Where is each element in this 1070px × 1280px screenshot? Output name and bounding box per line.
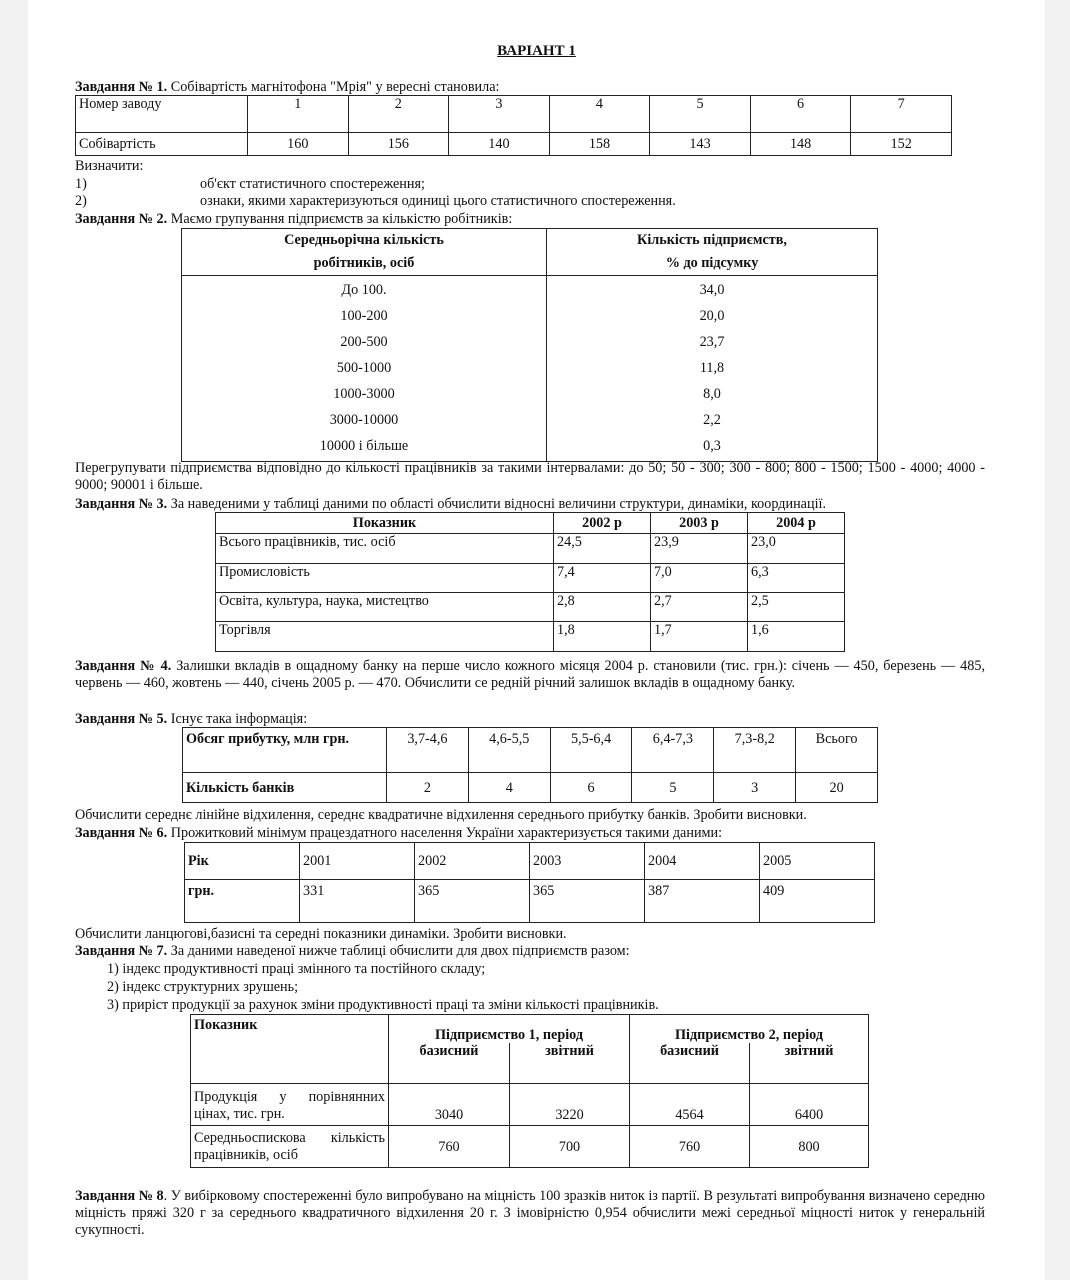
task1-plant-cell: 6 bbox=[750, 96, 851, 133]
task6-row-values bbox=[185, 880, 875, 923]
task7-item bbox=[107, 961, 485, 978]
task7-header-indicator: Показник bbox=[191, 1015, 389, 1084]
task5-row1-header: Обсяг прибутку, млн грн. bbox=[183, 728, 387, 773]
task2-col2-header-line: Кількість підприємств, bbox=[637, 232, 787, 248]
task5-table bbox=[182, 727, 878, 803]
task3-row-name: Всього працівників, тис. осіб bbox=[216, 534, 554, 564]
task5-count-cell: 2 bbox=[387, 773, 469, 803]
task6-value-cell: 331 bbox=[300, 880, 415, 923]
task7-cell: 4564 bbox=[630, 1084, 750, 1126]
task7-item-num: 3) bbox=[107, 997, 119, 1013]
task5-count-cell: 6 bbox=[550, 773, 632, 803]
task7-text: За даними наведеної нижче таблиці обчислити для двох підприємств разом: bbox=[170, 943, 630, 959]
task4-label: Завдання № 4. bbox=[75, 658, 172, 674]
task7-item bbox=[107, 997, 659, 1014]
task3-row-name: Торгівля bbox=[216, 622, 554, 652]
task2-pct: 23,7 bbox=[699, 334, 725, 350]
task3-cell: 7,4 bbox=[554, 564, 651, 593]
task2-col2-header-line: % до підсумку bbox=[665, 255, 759, 271]
task2-col1-header bbox=[182, 229, 547, 276]
task2-group: 500-1000 bbox=[336, 360, 392, 376]
task7-row-name-word: Продукція bbox=[194, 1089, 258, 1105]
task7-row-name-line: працівників, осіб bbox=[194, 1146, 298, 1163]
task1-label: Завдання № 1. bbox=[75, 79, 168, 95]
task2-header-row bbox=[182, 229, 878, 276]
task6-row1-header: Рік bbox=[185, 843, 300, 880]
task5-heading bbox=[75, 711, 307, 728]
task7-item-text: індекс продуктивності праці змінного та постійного складу; bbox=[122, 961, 486, 977]
task1-plant-cell: 3 bbox=[449, 96, 550, 133]
task3-cell: 1,7 bbox=[651, 622, 748, 652]
task7-table bbox=[190, 1014, 869, 1168]
task3-row bbox=[216, 593, 845, 622]
task3-cell: 1,8 bbox=[554, 622, 651, 652]
task2-text: Маємо групування підприємств за кількістю робітників: bbox=[170, 211, 513, 227]
task3-cell: 2,8 bbox=[554, 593, 651, 622]
task3-row-name: Освіта, культура, наука, мистецтво bbox=[216, 593, 554, 622]
task2-label: Завдання № 2. bbox=[75, 211, 168, 227]
task1-table bbox=[75, 95, 952, 156]
task6-year-cell: 2005 bbox=[760, 843, 875, 880]
task3-table bbox=[215, 512, 845, 652]
task3-label: Завдання № 3. bbox=[75, 496, 168, 512]
task5-interval-cell: 7,3-8,2 bbox=[714, 728, 796, 773]
task8-text: . У вибірковому спостереженні було випробувано на міцність 100 зразків ниток із партії. В результаті випробування визначено середню міцність пряжі 320 г за середнього квадратичного відхилення 20 г. З імовірністю 0,954 обчислити межі середньої міцності ниток у генеральній сукупності. bbox=[75, 1188, 985, 1238]
task5-interval-cell: 3,7-4,6 bbox=[387, 728, 469, 773]
task6-instruction: Обчислити ланцюгові,базисні та середні показники динаміки. Зробити висновки. bbox=[75, 926, 567, 942]
task6-value-cell: 365 bbox=[415, 880, 530, 923]
task7-row-name-word: кількість bbox=[330, 1129, 385, 1146]
task1-cost-cell: 156 bbox=[348, 133, 449, 156]
task3-cell: 7,0 bbox=[651, 564, 748, 593]
page-title: ВАРІАНТ 1 bbox=[497, 43, 576, 59]
task3-header-year: 2002 р bbox=[554, 513, 651, 534]
task8-label: Завдання № 8 bbox=[75, 1188, 164, 1204]
task1-determine: Визначити: bbox=[75, 158, 144, 174]
task1-plant-cell: 4 bbox=[549, 96, 650, 133]
task1-plant-cell: 5 bbox=[650, 96, 751, 133]
task6-row2-header: грн. bbox=[185, 880, 300, 923]
task5-interval-cell: Всього bbox=[796, 728, 878, 773]
task7-header-report: звітний bbox=[750, 1043, 869, 1084]
task6-text: Прожитковий мінімум працездатного населення України характеризується такими даними: bbox=[170, 825, 723, 841]
task6-year-cell: 2003 bbox=[530, 843, 645, 880]
task2-heading bbox=[75, 211, 512, 228]
task1-row-cost bbox=[76, 133, 952, 156]
task2-pct: 20,0 bbox=[699, 308, 725, 324]
task7-label: Завдання № 7. bbox=[75, 943, 168, 959]
task6-year-cell: 2004 bbox=[645, 843, 760, 880]
task5-row2-header: Кількість банків bbox=[183, 773, 387, 803]
task7-row bbox=[191, 1084, 869, 1126]
task3-header-indicator: Показник bbox=[216, 513, 554, 534]
task2-pct: 11,8 bbox=[699, 360, 725, 376]
task3-cell: 2,5 bbox=[748, 593, 845, 622]
task5-interval-cell: 6,4-7,3 bbox=[632, 728, 714, 773]
task2-group: 1000-3000 bbox=[333, 386, 395, 402]
task3-cell: 1,6 bbox=[748, 622, 845, 652]
task7-header-report: звітний bbox=[510, 1043, 630, 1084]
task5-count-cell: 4 bbox=[468, 773, 550, 803]
task6-table bbox=[184, 842, 875, 923]
task7-row-name-line bbox=[194, 1089, 385, 1106]
task7-header-base: базисний bbox=[389, 1043, 510, 1084]
task2-instruction: Перегрупувати підприємства відповідно до кількості працівників за такими інтервалами: до 50; 50 - 300; 300 - 800; 800 - 1500; 1500 - 4000; 4000 - 9000; 90001 і більше. bbox=[75, 460, 985, 493]
task2-pct: 34,0 bbox=[699, 282, 725, 298]
document-page bbox=[28, 0, 1045, 1280]
task1-text: Собівартість магнітофона "Мрія" у вересні становила: bbox=[170, 79, 500, 95]
task7-cell: 760 bbox=[389, 1126, 510, 1168]
task1-item-num: 1) bbox=[75, 176, 87, 192]
task7-item bbox=[107, 979, 298, 996]
task1-item-text: ознаки, якими характеризуються одиниці цього статистичного спостереження. bbox=[200, 193, 676, 209]
task6-year-cell: 2001 bbox=[300, 843, 415, 880]
task2-col1-header-line: робітників, осіб bbox=[313, 255, 415, 271]
task5-instruction: Обчислити середнє лінійне відхилення, середнє квадратичне відхилення середнього прибутку банків. Зробити висновки. bbox=[75, 807, 807, 823]
task3-header-row bbox=[216, 513, 845, 534]
task7-item-num: 2) bbox=[107, 979, 119, 995]
task1-plant-cell: 7 bbox=[851, 96, 952, 133]
task3-cell: 2,7 bbox=[651, 593, 748, 622]
task1-item-num: 2) bbox=[75, 193, 87, 209]
task2-pct-cell bbox=[547, 276, 878, 462]
task7-cell: 6400 bbox=[750, 1084, 869, 1126]
task1-row2-header: Собівартість bbox=[76, 133, 248, 156]
task7-header-enterprise2: Підприємство 2, період bbox=[630, 1015, 869, 1043]
task5-count-cell: 3 bbox=[714, 773, 796, 803]
task7-row-name bbox=[191, 1084, 389, 1126]
task1-plant-cell: 2 bbox=[348, 96, 449, 133]
task7-row-name-word: у bbox=[279, 1089, 287, 1105]
task3-row bbox=[216, 564, 845, 593]
task6-year-cell: 2002 bbox=[415, 843, 530, 880]
task6-value-cell: 409 bbox=[760, 880, 875, 923]
task7-cell: 800 bbox=[750, 1126, 869, 1168]
task1-item-text: об'єкт статистичного спостереження; bbox=[200, 176, 425, 192]
task3-row-name: Промисловість bbox=[216, 564, 554, 593]
task6-row-years bbox=[185, 843, 875, 880]
task7-row bbox=[191, 1126, 869, 1168]
task7-item-text: індекс структурних зрушень; bbox=[122, 979, 299, 995]
task2-group: 10000 і більше bbox=[319, 438, 409, 454]
task2-body-row bbox=[182, 276, 878, 462]
task7-row-name-word: порівнянних bbox=[308, 1089, 385, 1105]
task7-cell: 3040 bbox=[389, 1084, 510, 1126]
task3-cell: 23,0 bbox=[748, 534, 845, 564]
task1-row-plant bbox=[76, 96, 952, 133]
task7-header-row bbox=[191, 1015, 869, 1043]
task5-interval-cell: 5,5-6,4 bbox=[550, 728, 632, 773]
task7-row-name-word: Середньоспискова bbox=[194, 1129, 306, 1146]
task2-group: 100-200 bbox=[340, 308, 388, 324]
task3-text: За наведеними у таблиці даними по області обчислити відносні величини структури, динаміки, координації. bbox=[170, 496, 827, 512]
task1-cost-cell: 158 bbox=[549, 133, 650, 156]
task7-heading bbox=[75, 943, 630, 960]
task7-item-num: 1) bbox=[107, 961, 119, 977]
task2-group: 3000-10000 bbox=[329, 412, 399, 428]
task2-table bbox=[181, 228, 878, 462]
task6-label: Завдання № 6. bbox=[75, 825, 168, 841]
task5-row-intervals bbox=[183, 728, 878, 773]
task3-header-year: 2003 р bbox=[651, 513, 748, 534]
task2-pct: 8,0 bbox=[703, 386, 721, 402]
task7-cell: 760 bbox=[630, 1126, 750, 1168]
task6-heading bbox=[75, 825, 722, 842]
task2-pct: 0,3 bbox=[703, 438, 721, 454]
task1-cost-cell: 143 bbox=[650, 133, 751, 156]
task1-cost-cell: 152 bbox=[851, 133, 952, 156]
task2-col1-header-line: Середньорічна кількість bbox=[284, 232, 444, 248]
task1-cost-cell: 140 bbox=[449, 133, 550, 156]
task7-header-base: базисний bbox=[630, 1043, 750, 1084]
task7-item-text: приріст продукції за рахунок зміни продуктивності праці та зміни кількості працівників. bbox=[122, 997, 659, 1013]
task7-cell: 700 bbox=[510, 1126, 630, 1168]
task7-cell: 3220 bbox=[510, 1084, 630, 1126]
task1-plant-cell: 1 bbox=[248, 96, 349, 133]
task5-text: Існує така інформація: bbox=[170, 711, 308, 727]
task8-paragraph bbox=[75, 1188, 985, 1239]
task3-header-year: 2004 р bbox=[748, 513, 845, 534]
task6-value-cell: 365 bbox=[530, 880, 645, 923]
task2-pct: 2,2 bbox=[703, 412, 721, 428]
task2-groups-cell bbox=[182, 276, 547, 462]
task7-row-name bbox=[191, 1126, 389, 1168]
task4-text: Залишки вкладів в ощадному банку на перше число кожного місяця 2004 р. становили (тис. грн.): січень — 450, березень — 485, червень — 460, жовтень — 440, січень 2005 р. — 470. Обчислити се редній річний залишок вкладів в ощадному банку. bbox=[75, 658, 985, 691]
task5-count-cell: 20 bbox=[796, 773, 878, 803]
task7-header-enterprise1: Підприємство 1, період bbox=[389, 1015, 630, 1043]
task2-group: До 100. bbox=[341, 282, 387, 298]
task5-interval-cell: 4,6-5,5 bbox=[468, 728, 550, 773]
task1-row1-header: Номер заводу bbox=[76, 96, 248, 133]
task5-count-cell: 5 bbox=[632, 773, 714, 803]
task2-col2-header bbox=[547, 229, 878, 276]
task1-cost-cell: 160 bbox=[248, 133, 349, 156]
task2-group: 200-500 bbox=[340, 334, 388, 350]
task6-value-cell: 387 bbox=[645, 880, 760, 923]
task3-cell: 23,9 bbox=[651, 534, 748, 564]
task5-label: Завдання № 5. bbox=[75, 711, 168, 727]
task3-cell: 24,5 bbox=[554, 534, 651, 564]
task5-row-counts bbox=[183, 773, 878, 803]
task3-row bbox=[216, 622, 845, 652]
task7-row-name-line: цінах, тис. грн. bbox=[194, 1106, 285, 1122]
task3-heading bbox=[75, 496, 826, 513]
task4-paragraph bbox=[75, 658, 985, 692]
task1-heading bbox=[75, 79, 499, 96]
task7-row-name-line bbox=[194, 1130, 385, 1147]
task3-cell: 6,3 bbox=[748, 564, 845, 593]
task1-cost-cell: 148 bbox=[750, 133, 851, 156]
task3-row bbox=[216, 534, 845, 564]
